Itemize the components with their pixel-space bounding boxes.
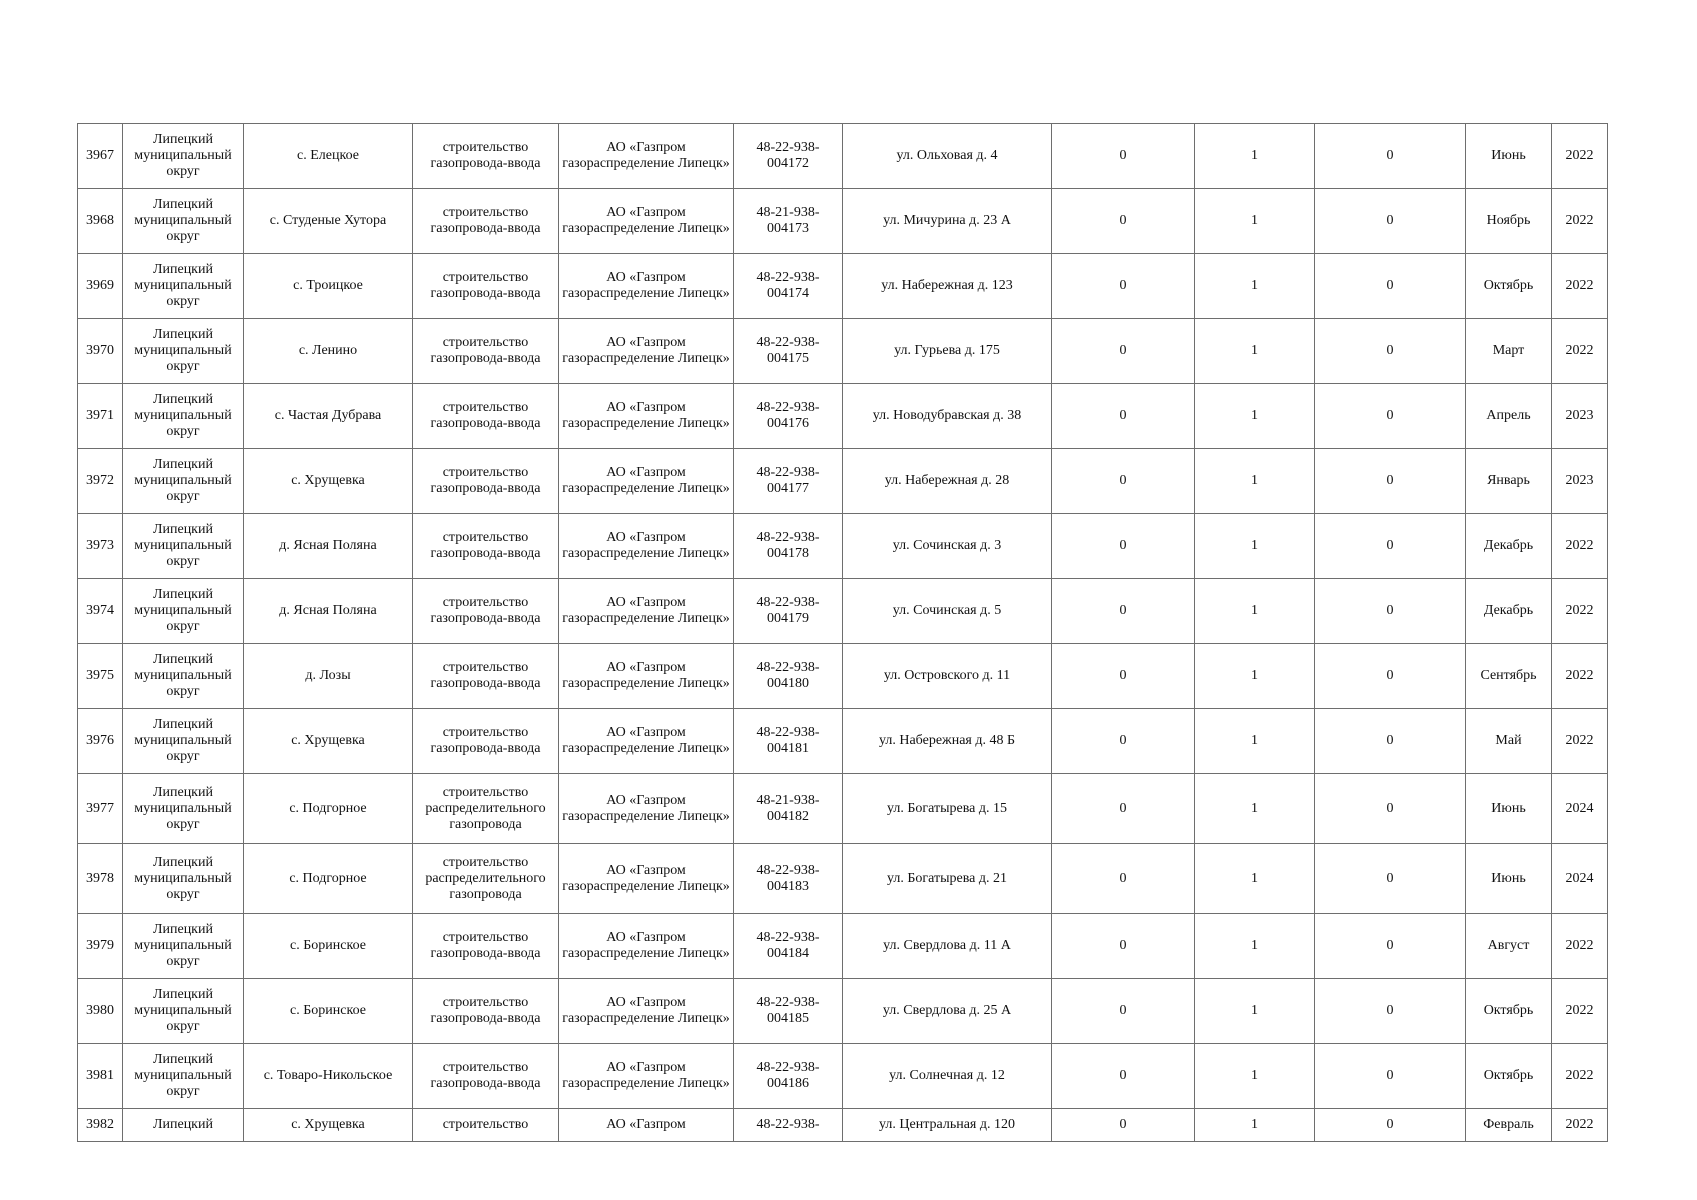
municipality-cell: Липецкий муниципальный округ — [123, 384, 244, 449]
row-number-cell: 3975 — [78, 644, 123, 709]
value-cell-2: 1 — [1195, 514, 1315, 579]
value-cell-1: 0 — [1052, 124, 1195, 189]
work-type-cell: строительство — [413, 1109, 559, 1142]
value-cell-3: 0 — [1315, 844, 1466, 914]
value-cell-1: 0 — [1052, 709, 1195, 774]
table-row — [78, 709, 1608, 774]
year-cell: 2022 — [1552, 124, 1608, 189]
organization-cell: АО «Газпром газораспределение Липецк» — [559, 709, 734, 774]
value-cell-3: 0 — [1315, 579, 1466, 644]
object-code-cell: 48-22-938-004174 — [734, 254, 843, 319]
row-number-cell: 3973 — [78, 514, 123, 579]
year-cell: 2022 — [1552, 579, 1608, 644]
value-cell-1: 0 — [1052, 1109, 1195, 1142]
year-cell: 2022 — [1552, 254, 1608, 319]
organization-cell: АО «Газпром газораспределение Липецк» — [559, 319, 734, 384]
settlement-cell: д. Ясная Поляна — [244, 514, 413, 579]
row-number-cell: 3967 — [78, 124, 123, 189]
table-row — [78, 979, 1608, 1044]
value-cell-3: 0 — [1315, 1109, 1466, 1142]
year-cell: 2022 — [1552, 319, 1608, 384]
month-cell: Март — [1466, 319, 1552, 384]
object-code-cell: 48-22-938-004180 — [734, 644, 843, 709]
work-type-cell: строительство газопровода-ввода — [413, 579, 559, 644]
row-number-cell: 3977 — [78, 774, 123, 844]
value-cell-1: 0 — [1052, 774, 1195, 844]
row-number-cell: 3969 — [78, 254, 123, 319]
organization-cell: АО «Газпром газораспределение Липецк» — [559, 844, 734, 914]
organization-cell: АО «Газпром — [559, 1109, 734, 1142]
value-cell-3: 0 — [1315, 979, 1466, 1044]
row-number-cell: 3979 — [78, 914, 123, 979]
settlement-cell: с. Троицкое — [244, 254, 413, 319]
month-cell: Август — [1466, 914, 1552, 979]
value-cell-1: 0 — [1052, 514, 1195, 579]
table-row — [78, 1109, 1608, 1142]
address-cell: ул. Сочинская д. 5 — [843, 579, 1052, 644]
work-type-cell: строительство газопровода-ввода — [413, 514, 559, 579]
value-cell-3: 0 — [1315, 124, 1466, 189]
organization-cell: АО «Газпром газораспределение Липецк» — [559, 914, 734, 979]
settlement-cell: с. Боринское — [244, 979, 413, 1044]
value-cell-1: 0 — [1052, 844, 1195, 914]
gas-connection-table — [77, 123, 1608, 1142]
value-cell-1: 0 — [1052, 979, 1195, 1044]
organization-cell: АО «Газпром газораспределение Липецк» — [559, 774, 734, 844]
value-cell-3: 0 — [1315, 644, 1466, 709]
table-row — [78, 514, 1608, 579]
table-row — [78, 449, 1608, 514]
settlement-cell: с. Подгорное — [244, 844, 413, 914]
settlement-cell: с. Частая Дубрава — [244, 384, 413, 449]
year-cell: 2023 — [1552, 449, 1608, 514]
municipality-cell: Липецкий муниципальный округ — [123, 189, 244, 254]
organization-cell: АО «Газпром газораспределение Липецк» — [559, 449, 734, 514]
value-cell-2: 1 — [1195, 254, 1315, 319]
settlement-cell: с. Товаро-Никольское — [244, 1044, 413, 1109]
object-code-cell: 48-22-938-004175 — [734, 319, 843, 384]
row-number-cell: 3974 — [78, 579, 123, 644]
year-cell: 2022 — [1552, 189, 1608, 254]
value-cell-1: 0 — [1052, 319, 1195, 384]
year-cell: 2023 — [1552, 384, 1608, 449]
value-cell-1: 0 — [1052, 579, 1195, 644]
value-cell-2: 1 — [1195, 124, 1315, 189]
object-code-cell: 48-22-938-004181 — [734, 709, 843, 774]
table-row — [78, 189, 1608, 254]
value-cell-3: 0 — [1315, 384, 1466, 449]
address-cell: ул. Набережная д. 28 — [843, 449, 1052, 514]
address-cell: ул. Центральная д. 120 — [843, 1109, 1052, 1142]
settlement-cell: с. Ленино — [244, 319, 413, 384]
year-cell: 2024 — [1552, 774, 1608, 844]
value-cell-2: 1 — [1195, 644, 1315, 709]
municipality-cell: Липецкий муниципальный округ — [123, 979, 244, 1044]
municipality-cell: Липецкий муниципальный округ — [123, 124, 244, 189]
value-cell-2: 1 — [1195, 979, 1315, 1044]
address-cell: ул. Солнечная д. 12 — [843, 1044, 1052, 1109]
object-code-cell: 48-22-938-004172 — [734, 124, 843, 189]
month-cell: Сентябрь — [1466, 644, 1552, 709]
table-row — [78, 1044, 1608, 1109]
address-cell: ул. Мичурина д. 23 А — [843, 189, 1052, 254]
row-number-cell: 3980 — [78, 979, 123, 1044]
work-type-cell: строительство газопровода-ввода — [413, 449, 559, 514]
municipality-cell: Липецкий муниципальный округ — [123, 644, 244, 709]
work-type-cell: строительство распределительного газопровода — [413, 774, 559, 844]
value-cell-2: 1 — [1195, 774, 1315, 844]
table-row — [78, 319, 1608, 384]
table-row — [78, 774, 1608, 844]
month-cell: Ноябрь — [1466, 189, 1552, 254]
municipality-cell: Липецкий муниципальный округ — [123, 774, 244, 844]
address-cell: ул. Свердлова д. 25 А — [843, 979, 1052, 1044]
year-cell: 2022 — [1552, 644, 1608, 709]
month-cell: Декабрь — [1466, 514, 1552, 579]
object-code-cell: 48-22-938-004186 — [734, 1044, 843, 1109]
organization-cell: АО «Газпром газораспределение Липецк» — [559, 189, 734, 254]
value-cell-2: 1 — [1195, 319, 1315, 384]
value-cell-1: 0 — [1052, 1044, 1195, 1109]
month-cell: Декабрь — [1466, 579, 1552, 644]
organization-cell: АО «Газпром газораспределение Липецк» — [559, 124, 734, 189]
address-cell: ул. Сочинская д. 3 — [843, 514, 1052, 579]
table-row — [78, 914, 1608, 979]
year-cell: 2022 — [1552, 1044, 1608, 1109]
work-type-cell: строительство газопровода-ввода — [413, 189, 559, 254]
municipality-cell: Липецкий муниципальный округ — [123, 1044, 244, 1109]
value-cell-1: 0 — [1052, 384, 1195, 449]
year-cell: 2022 — [1552, 979, 1608, 1044]
value-cell-2: 1 — [1195, 1044, 1315, 1109]
work-type-cell: строительство газопровода-ввода — [413, 254, 559, 319]
work-type-cell: строительство газопровода-ввода — [413, 1044, 559, 1109]
work-type-cell: строительство газопровода-ввода — [413, 644, 559, 709]
row-number-cell: 3970 — [78, 319, 123, 384]
settlement-cell: с. Студеные Хутора — [244, 189, 413, 254]
year-cell: 2022 — [1552, 1109, 1608, 1142]
work-type-cell: строительство газопровода-ввода — [413, 124, 559, 189]
address-cell: ул. Гурьева д. 175 — [843, 319, 1052, 384]
organization-cell: АО «Газпром газораспределение Липецк» — [559, 384, 734, 449]
municipality-cell: Липецкий муниципальный округ — [123, 844, 244, 914]
municipality-cell: Липецкий муниципальный округ — [123, 254, 244, 319]
organization-cell: АО «Газпром газораспределение Липецк» — [559, 579, 734, 644]
object-code-cell: 48-22-938-004185 — [734, 979, 843, 1044]
value-cell-3: 0 — [1315, 189, 1466, 254]
settlement-cell: д. Ясная Поляна — [244, 579, 413, 644]
value-cell-3: 0 — [1315, 254, 1466, 319]
value-cell-3: 0 — [1315, 914, 1466, 979]
month-cell: Июнь — [1466, 774, 1552, 844]
work-type-cell: строительство газопровода-ввода — [413, 319, 559, 384]
organization-cell: АО «Газпром газораспределение Липецк» — [559, 644, 734, 709]
object-code-cell: 48-21-938-004173 — [734, 189, 843, 254]
organization-cell: АО «Газпром газораспределение Липецк» — [559, 979, 734, 1044]
table-row — [78, 384, 1608, 449]
settlement-cell: с. Хрущевка — [244, 709, 413, 774]
municipality-cell: Липецкий муниципальный округ — [123, 709, 244, 774]
work-type-cell: строительство газопровода-ввода — [413, 979, 559, 1044]
municipality-cell: Липецкий муниципальный округ — [123, 514, 244, 579]
value-cell-2: 1 — [1195, 709, 1315, 774]
year-cell: 2022 — [1552, 709, 1608, 774]
value-cell-3: 0 — [1315, 449, 1466, 514]
work-type-cell: строительство газопровода-ввода — [413, 914, 559, 979]
value-cell-2: 1 — [1195, 579, 1315, 644]
address-cell: ул. Богатырева д. 15 — [843, 774, 1052, 844]
organization-cell: АО «Газпром газораспределение Липецк» — [559, 1044, 734, 1109]
settlement-cell: д. Лозы — [244, 644, 413, 709]
table-body — [78, 124, 1608, 1142]
value-cell-1: 0 — [1052, 449, 1195, 514]
object-code-cell: 48-21-938-004182 — [734, 774, 843, 844]
settlement-cell: с. Боринское — [244, 914, 413, 979]
settlement-cell: с. Хрущевка — [244, 1109, 413, 1142]
work-type-cell: строительство газопровода-ввода — [413, 709, 559, 774]
month-cell: Октябрь — [1466, 979, 1552, 1044]
table-row — [78, 644, 1608, 709]
year-cell: 2022 — [1552, 914, 1608, 979]
value-cell-1: 0 — [1052, 914, 1195, 979]
object-code-cell: 48-22-938-004184 — [734, 914, 843, 979]
year-cell: 2024 — [1552, 844, 1608, 914]
table-row — [78, 844, 1608, 914]
municipality-cell: Липецкий муниципальный округ — [123, 449, 244, 514]
organization-cell: АО «Газпром газораспределение Липецк» — [559, 514, 734, 579]
work-type-cell: строительство газопровода-ввода — [413, 384, 559, 449]
object-code-cell: 48-22-938-004176 — [734, 384, 843, 449]
value-cell-3: 0 — [1315, 774, 1466, 844]
address-cell: ул. Богатырева д. 21 — [843, 844, 1052, 914]
address-cell: ул. Свердлова д. 11 А — [843, 914, 1052, 979]
municipality-cell: Липецкий муниципальный округ — [123, 319, 244, 384]
address-cell: ул. Новодубравская д. 38 — [843, 384, 1052, 449]
work-type-cell: строительство распределительного газопровода — [413, 844, 559, 914]
settlement-cell: с. Хрущевка — [244, 449, 413, 514]
settlement-cell: с. Подгорное — [244, 774, 413, 844]
municipality-cell: Липецкий — [123, 1109, 244, 1142]
organization-cell: АО «Газпром газораспределение Липецк» — [559, 254, 734, 319]
value-cell-2: 1 — [1195, 449, 1315, 514]
month-cell: Июнь — [1466, 844, 1552, 914]
value-cell-3: 0 — [1315, 709, 1466, 774]
settlement-cell: с. Елецкое — [244, 124, 413, 189]
table-row — [78, 579, 1608, 644]
address-cell: ул. Островского д. 11 — [843, 644, 1052, 709]
value-cell-1: 0 — [1052, 254, 1195, 319]
value-cell-2: 1 — [1195, 844, 1315, 914]
row-number-cell: 3976 — [78, 709, 123, 774]
month-cell: Октябрь — [1466, 254, 1552, 319]
municipality-cell: Липецкий муниципальный округ — [123, 579, 244, 644]
object-code-cell: 48-22-938- — [734, 1109, 843, 1142]
object-code-cell: 48-22-938-004178 — [734, 514, 843, 579]
value-cell-1: 0 — [1052, 189, 1195, 254]
object-code-cell: 48-22-938-004183 — [734, 844, 843, 914]
row-number-cell: 3981 — [78, 1044, 123, 1109]
row-number-cell: 3968 — [78, 189, 123, 254]
month-cell: Апрель — [1466, 384, 1552, 449]
month-cell: Февраль — [1466, 1109, 1552, 1142]
address-cell: ул. Ольховая д. 4 — [843, 124, 1052, 189]
row-number-cell: 3972 — [78, 449, 123, 514]
month-cell: Октябрь — [1466, 1044, 1552, 1109]
address-cell: ул. Набережная д. 48 Б — [843, 709, 1052, 774]
month-cell: Июнь — [1466, 124, 1552, 189]
object-code-cell: 48-22-938-004177 — [734, 449, 843, 514]
value-cell-2: 1 — [1195, 1109, 1315, 1142]
month-cell: Январь — [1466, 449, 1552, 514]
table-row — [78, 254, 1608, 319]
object-code-cell: 48-22-938-004179 — [734, 579, 843, 644]
year-cell: 2022 — [1552, 514, 1608, 579]
municipality-cell: Липецкий муниципальный округ — [123, 914, 244, 979]
row-number-cell: 3978 — [78, 844, 123, 914]
value-cell-2: 1 — [1195, 914, 1315, 979]
value-cell-2: 1 — [1195, 384, 1315, 449]
row-number-cell: 3982 — [78, 1109, 123, 1142]
value-cell-3: 0 — [1315, 319, 1466, 384]
value-cell-3: 0 — [1315, 1044, 1466, 1109]
value-cell-1: 0 — [1052, 644, 1195, 709]
value-cell-2: 1 — [1195, 189, 1315, 254]
month-cell: Май — [1466, 709, 1552, 774]
table-row — [78, 124, 1608, 189]
row-number-cell: 3971 — [78, 384, 123, 449]
address-cell: ул. Набережная д. 123 — [843, 254, 1052, 319]
value-cell-3: 0 — [1315, 514, 1466, 579]
